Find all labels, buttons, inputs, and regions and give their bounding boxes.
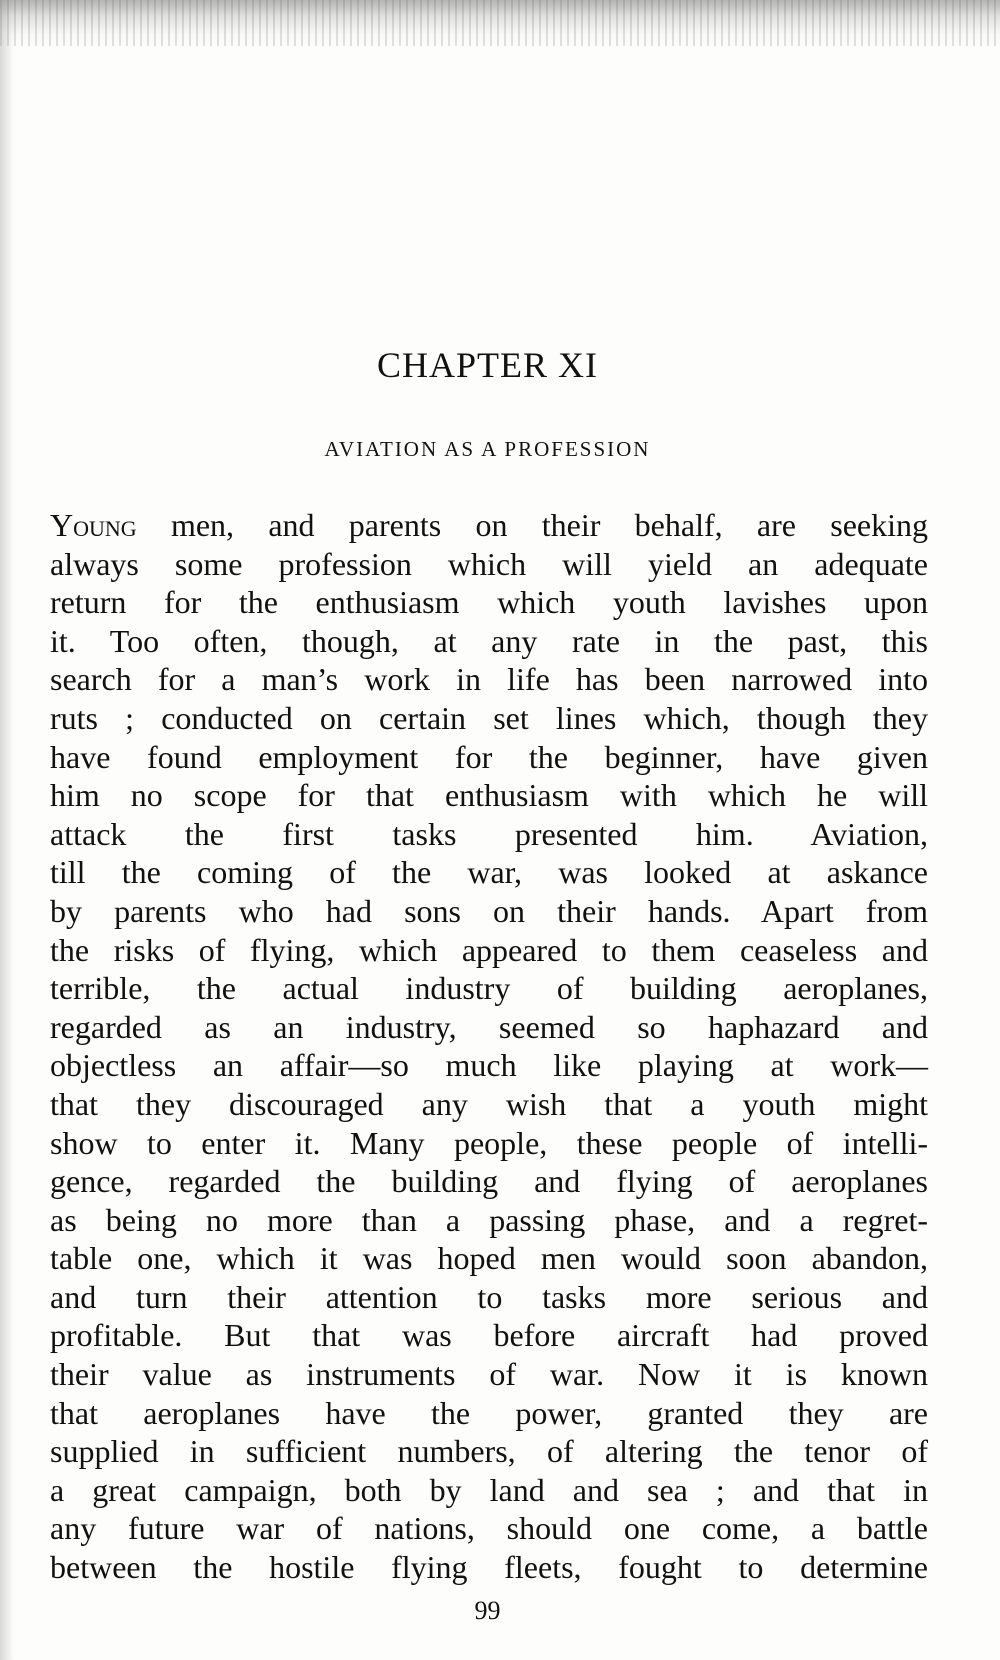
- body-line: [50, 506, 928, 545]
- body-line: that they discouraged any wish that a youth might: [50, 1085, 928, 1122]
- body-line: always some profession which will yield an adequate: [50, 545, 928, 582]
- body-line: terrible, the actual industry of building aeroplanes,: [50, 970, 928, 1007]
- body-line: that aeroplanes have the power, granted they are: [50, 1394, 928, 1431]
- body-line-text: men, and parents on their behalf, are seeking: [136, 507, 928, 543]
- body-line: between the hostile flying fleets, fought to determine: [50, 1549, 928, 1586]
- chapter-subheading: AVIATION AS A PROFESSION: [324, 437, 651, 461]
- body-line: a great campaign, both by land and sea ; and that in: [50, 1471, 928, 1508]
- body-line: search for a man’s work in life has been narrowed into: [50, 661, 928, 698]
- chapter-heading: CHAPTER XI: [376, 345, 598, 385]
- body-line: their value as instruments of war. Now it is known: [50, 1356, 928, 1393]
- body-line: as being no more than a passing phase, and a regret-: [50, 1201, 928, 1238]
- body-text: [50, 506, 928, 1587]
- body-line: till the coming of the war, was looked at askance: [50, 854, 928, 891]
- drop-word: Young: [50, 507, 137, 543]
- body-line: and turn their attention to tasks more serious and: [50, 1278, 928, 1315]
- body-line: show to enter it. Many people, these people of intelli-: [50, 1124, 928, 1161]
- body-line: have found employment for the beginner, have given: [50, 738, 928, 775]
- body-line: attack the first tasks presented him. Aviation,: [50, 815, 928, 852]
- body-line: by parents who had sons on their hands. Apart from: [50, 892, 928, 929]
- body-line: table one, which it was hoped men would soon abandon,: [50, 1240, 928, 1277]
- body-line: it. Too often, though, at any rate in the past, this: [50, 622, 928, 659]
- body-line: him no scope for that enthusiasm with which he will: [50, 777, 928, 814]
- body-line: supplied in sufficient numbers, of altering the tenor of: [50, 1433, 928, 1470]
- scan-edge-left: [0, 0, 14, 1660]
- body-line: return for the enthusiasm which youth lavishes upon: [50, 584, 928, 621]
- body-line: any future war of nations, should one come, a battle: [50, 1510, 928, 1547]
- page-number: 99: [474, 1596, 501, 1625]
- body-line: regarded as an industry, seemed so haphazard and: [50, 1008, 928, 1045]
- body-line: profitable. But that was before aircraft had proved: [50, 1317, 928, 1354]
- body-line: objectless an affair—so much like playing at work—: [50, 1047, 928, 1084]
- body-line: ruts ; conducted on certain set lines which, though they: [50, 699, 928, 736]
- body-line: gence, regarded the building and flying of aeroplanes: [50, 1163, 928, 1200]
- scan-edge-top: [0, 0, 1000, 46]
- body-line: the risks of flying, which appeared to them ceaseless and: [50, 931, 928, 968]
